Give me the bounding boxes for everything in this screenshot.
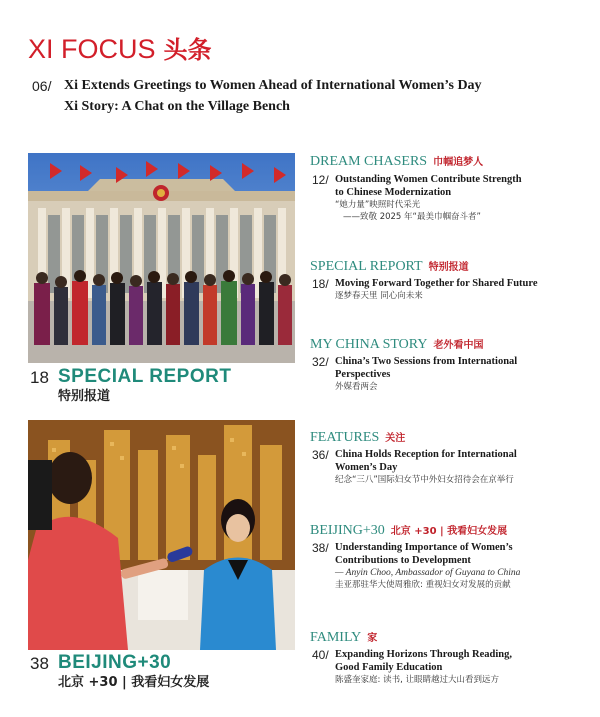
toc-entry[interactable]	[335, 541, 520, 591]
entry-cn-line: 陈盛奎家庭: 读书, 让眼睛越过大山看到远方	[335, 675, 499, 685]
section-header-my-china-story[interactable]	[310, 335, 483, 353]
toc-entry[interactable]	[335, 355, 517, 393]
title-cn: 头条	[163, 36, 212, 64]
entry-page: 36/	[312, 448, 329, 462]
section-name-cn: 特别报道	[428, 262, 469, 273]
entry-cn-line: 纪念“三八”国际妇女节中外妇女招待会在京举行	[335, 475, 514, 485]
toc-entry[interactable]	[335, 277, 538, 302]
entry-page: 32/	[312, 355, 329, 369]
focus-headline-2[interactable]: Xi Story: A Chat on the Village Bench	[64, 99, 290, 114]
section-name-en: SPECIAL REPORT	[310, 259, 423, 274]
beijing30-page: 38	[30, 654, 49, 673]
focus-headline-1[interactable]: Xi Extends Greetings to Women Ahead of International Women’s Day	[64, 78, 482, 93]
section-name-cn: 老外看中国	[433, 340, 484, 351]
section-name-cn: 家	[367, 633, 378, 644]
section-header-dream-chasers[interactable]	[310, 152, 483, 170]
title-en: XI FOCUS	[28, 34, 156, 64]
toc-entry[interactable]	[335, 448, 517, 486]
entry-cn-line: 外媒看两会	[335, 382, 378, 392]
beijing30-caption-cn: 北京 +30 | 我看妇女发展	[58, 675, 210, 690]
entry-title-line: Contributions to Development	[335, 555, 471, 566]
entry-cn-line: “她力量”映照时代采光	[335, 200, 421, 210]
section-header-special-report[interactable]	[310, 257, 469, 275]
special-report-caption[interactable]: SPECIAL REPORT	[58, 366, 232, 387]
section-name-en: DREAM CHASERS	[310, 154, 428, 169]
toc-entry[interactable]	[335, 173, 522, 223]
focus-page-number: 06/	[32, 78, 52, 94]
section-name-en: BEIJING+30	[310, 523, 385, 538]
entry-title-line: China Holds Reception for International	[335, 449, 517, 460]
entry-cn-line: ——致敬 2025 年“最美巾帼奋斗者”	[343, 212, 481, 222]
entry-title-line: Understanding Importance of Women’s	[335, 542, 513, 553]
entry-title-line: Perspectives	[335, 369, 391, 380]
great-hall-illustration	[28, 153, 295, 363]
entry-cn-line: 逐梦春天里 同心向未来	[335, 291, 423, 301]
entry-page: 12/	[312, 173, 329, 187]
section-header-beijing30[interactable]	[310, 521, 507, 539]
entry-title-line: Good Family Education	[335, 662, 443, 673]
entry-byline: — Anyin Choo, Ambassador of Guyana to China	[335, 568, 521, 578]
section-header-family[interactable]	[310, 628, 377, 646]
beijing30-caption[interactable]: BEIJING+30	[58, 652, 172, 673]
special-report-page: 18	[30, 368, 49, 387]
interview-illustration	[28, 420, 295, 650]
section-name-cn: 巾帼追梦人	[433, 157, 484, 168]
entry-cn-line: 圭亚那驻华大使周雅欣: 重视妇女对发展的贡献	[335, 580, 511, 590]
section-name-en: FAMILY	[310, 630, 362, 645]
entry-page: 38/	[312, 541, 329, 555]
special-report-caption-cn: 特别报道	[58, 389, 111, 404]
section-header-features[interactable]	[310, 428, 405, 446]
entry-title-line: Women’s Day	[335, 462, 398, 473]
entry-title-line: to Chinese Modernization	[335, 187, 452, 198]
entry-page: 40/	[312, 648, 329, 662]
entry-page: 18/	[312, 277, 329, 291]
entry-title-line: Outstanding Women Contribute Strength	[335, 174, 522, 185]
section-name-en: FEATURES	[310, 430, 380, 445]
section-name-en: MY CHINA STORY	[310, 337, 428, 352]
section-name-cn: 关注	[385, 433, 406, 444]
special-report-photo[interactable]	[28, 153, 295, 363]
beijing30-photo[interactable]	[28, 420, 295, 650]
entry-title-line: Expanding Horizons Through Reading,	[335, 649, 513, 660]
entry-title-line: Moving Forward Together for Shared Future	[335, 278, 538, 289]
toc-entry[interactable]	[335, 648, 512, 686]
section-name-cn: 北京 +30 | 我看妇女发展	[390, 526, 508, 537]
entry-title-line: China’s Two Sessions from International	[335, 356, 518, 367]
page-title	[28, 30, 212, 65]
